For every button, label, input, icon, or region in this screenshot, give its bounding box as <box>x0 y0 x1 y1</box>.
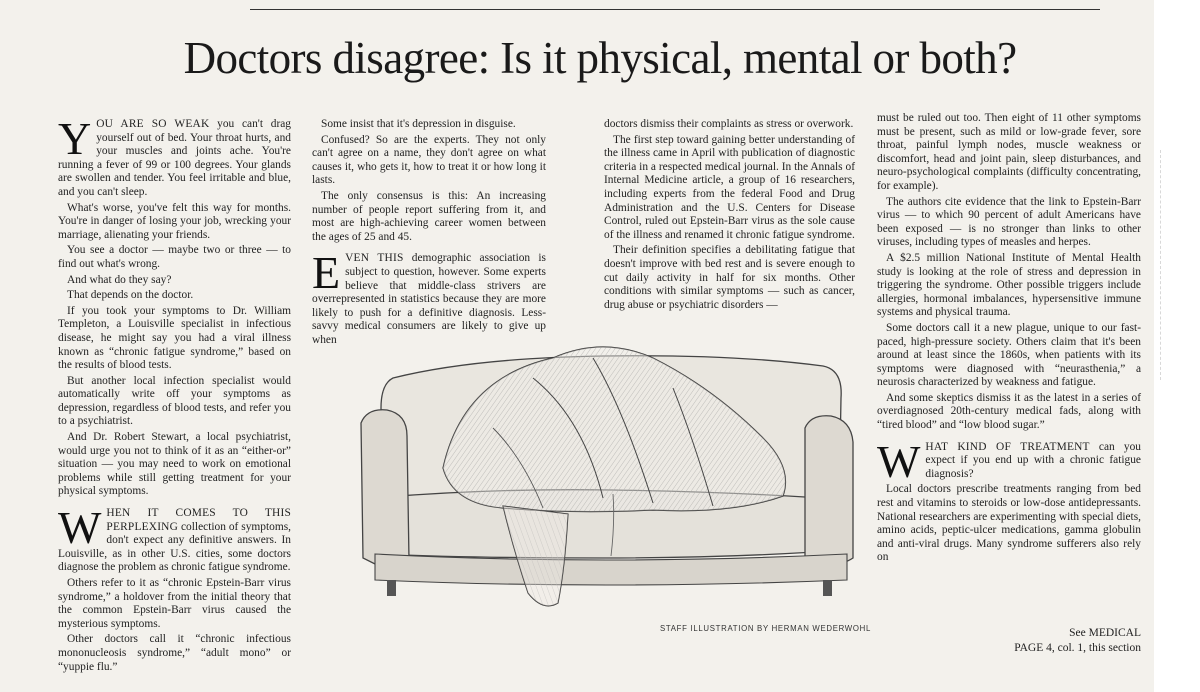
illustration-credit: STAFF ILLUSTRATION BY HERMAN WEDERWOHL <box>660 624 872 633</box>
paragraph: And what do they say? <box>67 273 172 286</box>
paragraph <box>58 502 291 575</box>
paragraph: Their definition specifies a debilitating fatigue that doesn't improve with bed rest and is severe enough to cut daily activity in half for six months. Other conditions with similar symptoms — such as cancer, drug abuse or psychiatric disorders — <box>604 244 855 311</box>
paragraph-text: demographic association is subject to question, however. Some experts believe that middle-class strivers are overrepresented in statistics because they are more likely to push for a definitive diagnosis. Less-savvy medical consumers are likely to give up when <box>312 252 546 346</box>
paragraph: What's worse, you've felt this way for months. You're in danger of losing your job, wrecking your marriage, alienating your friends. <box>58 201 291 241</box>
top-rule <box>250 9 1100 10</box>
paragraph: Others refer to it as “chronic Epstein-Barr virus syndrome,” a holdover from the initial theory that the common Epstein-Barr virus caused the mysterious symptoms. <box>58 577 291 630</box>
lead-in: HEN IT COMES TO THIS PERPLEXING <box>106 507 291 533</box>
drop-cap: E <box>312 247 341 299</box>
lead-in: OU ARE SO WEAK <box>96 118 210 130</box>
paragraph: Other doctors call it “chronic infectious mononucleosis syndrome,” “adult mono” or “yuppie flu.” <box>58 633 291 673</box>
right-margin <box>1154 0 1200 692</box>
jump-line <box>1014 626 1141 656</box>
column-4 <box>877 112 1141 567</box>
paragraph: Some insist that it's depression in disguise. <box>321 118 516 130</box>
paragraph: doctors dismiss their complaints as stress or overwork. <box>604 118 854 130</box>
sofa-illustration <box>353 318 858 616</box>
drop-cap: W <box>877 435 921 487</box>
jump-line-2: PAGE 4, col. 1, this section <box>1014 642 1141 654</box>
paragraph: Some doctors call it a new plague, unique to our fast-paced, high-pressure society. Others claim that it's been around at least since the 1860s, when patients with its symptoms were diagnosed with “neurasthenia,” a neurosis characterized by weakness and fatigue. <box>877 321 1141 389</box>
paragraph: Confused? So are the experts. They not only can't agree on a name, they don't agree on what causes it, who gets it, how to treat it or how long it lasts. <box>312 133 546 187</box>
lead-in: VEN THIS <box>345 252 404 265</box>
headline: Doctors disagree: Is it physical, mental or both? <box>183 33 1017 83</box>
paragraph <box>877 435 1141 487</box>
paragraph: You see a doctor — maybe two or three — to find out what's wrong. <box>58 244 291 270</box>
column-1 <box>58 113 291 676</box>
jump-line-1: See MEDICAL <box>1069 627 1141 639</box>
paragraph: And Dr. Robert Stewart, a local psychiatrist, would urge you not to think of it as an “either-or” situation — you may need to work on emotional problems while still getting treatment for your physical symptoms. <box>58 431 291 498</box>
paragraph-text: you can't drag yourself out of bed. Your throat hurts, and your muscles and joints ache. You're running a fever of 99 or 100 degrees. Your glands are swollen and tender. You feel irritable and blue, and you can't sleep. <box>58 118 291 198</box>
column-3 <box>604 118 855 314</box>
paragraph: And some skeptics dismiss it as the latest in a series of overdiagnosed 20th-century medical fads, along with “tired blood” and “low blood sugar.” <box>877 391 1141 432</box>
paragraph-text: collection of symptoms, don't expect any definitive answers. In Louisville, as in other U.S. cities, some doctors diagnose the problem as chronic fatigue syndrome. <box>58 520 291 574</box>
paragraph-text: can you expect if you end up with a chronic fatigue diagnosis? <box>925 440 1141 480</box>
column-2 <box>312 118 546 350</box>
paragraph: must be ruled out too. Then eight of 11 other symptoms must be present, such as mild or low-grade fever, sore throat, painful lymph nodes, muscle weakness or discomfort, head and joint pain, sleep disturbances, and neuro-psychological complaints (difficulty concentrating, for example). <box>877 112 1141 192</box>
paragraph: The only consensus is this: An increasing number of people report suffering from it, and most are high-achieving career women between the ages of 25 and 45. <box>312 189 546 243</box>
paragraph: But another local infection specialist would automatically write off your symptoms as depression, regardless of blood tests, and refer you to a psychiatrist. <box>58 374 291 428</box>
lead-in: HAT KIND OF TREATMENT <box>925 440 1090 453</box>
drop-cap: W <box>58 502 102 554</box>
paragraph: If you took your symptoms to Dr. William Templeton, a Louisville specialist in infectious disease, he might say you had a viral illness known as “chronic fatigue syndrome,” based on the results of blood tests. <box>58 304 291 372</box>
margin-bleed <box>1160 150 1191 380</box>
paragraph: The authors cite evidence that the link to Epstein-Barr virus — to which 90 percent of adult Americans have been exposed — is no stronger than links to other viruses, including types of measles and herpes. <box>877 195 1141 249</box>
paragraph <box>58 113 291 200</box>
drop-cap: Y <box>58 113 92 164</box>
paragraph: The first step toward gaining better understanding of the illness came in April with publication of diagnostic criteria in a respected medical journal. In the Annals of Internal Medicine article, a group of 16 researchers, including experts from the federal Food and Drug Administration and the U.S. Centers for Disease Control, ruled out Epstein-Barr virus as the sole cause of the illness and renamed it chronic fatigue syndrome. <box>604 133 855 241</box>
paragraph: A $2.5 million National Institute of Mental Health study is looking at the role of stress and depression in triggering the syndrome. Other possible triggers include allergies, hormonal imbalances, hypersensitive immune systems and physical trauma. <box>877 251 1141 319</box>
paragraph: Local doctors prescribe treatments ranging from bed rest and vitamins to steroids or low-dose antidepressants. National researchers are experimenting with special diets, amino acids, peptic-ulcer medications, gamma globulin and anti-viral drugs. Many syndrome sufferers also rely on <box>877 483 1141 564</box>
paragraph: That depends on the doctor. <box>67 289 194 302</box>
